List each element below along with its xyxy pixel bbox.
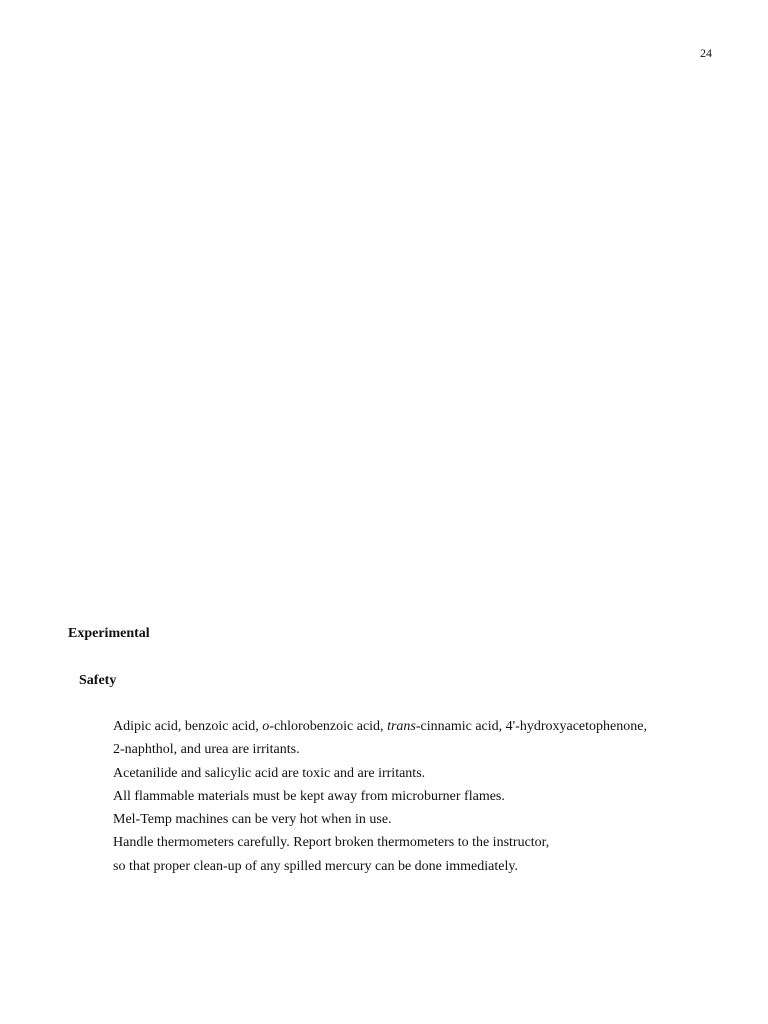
line-text: Acetanilide and salicylic acid are toxic and are irritants. bbox=[113, 765, 426, 781]
safety-line bbox=[113, 765, 713, 788]
italic-prefix: trans bbox=[387, 719, 416, 734]
line-text: -chlorobenzoic acid, bbox=[269, 719, 388, 734]
italic-prefix: o bbox=[262, 719, 270, 734]
safety-list bbox=[113, 718, 713, 881]
safety-line bbox=[113, 834, 713, 857]
safety-line bbox=[113, 788, 713, 811]
safety-line bbox=[113, 811, 713, 834]
line-text: -cinnamic acid, 4'-hydroxyacetophenone, bbox=[415, 719, 647, 734]
section-heading-experimental: Experimental bbox=[68, 626, 150, 641]
line-text: so that proper clean-up of any spilled mercury can be done immediately. bbox=[113, 858, 518, 874]
page-number: 24 bbox=[700, 46, 712, 60]
safety-line bbox=[113, 858, 713, 881]
line-text: 2-naphthol, and urea are irritants. bbox=[113, 742, 300, 758]
line-text: Adipic acid, benzoic acid, bbox=[113, 719, 263, 734]
line-text: Handle thermometers carefully. Report broken thermometers to the instructor, bbox=[113, 835, 550, 851]
line-text: Mel-Temp machines can be very hot when in use. bbox=[113, 812, 392, 828]
subsection-heading-safety: Safety bbox=[79, 673, 117, 688]
safety-line bbox=[113, 718, 713, 741]
line-text: All flammable materials must be kept away from microburner flames. bbox=[113, 788, 505, 804]
safety-line bbox=[113, 741, 713, 764]
